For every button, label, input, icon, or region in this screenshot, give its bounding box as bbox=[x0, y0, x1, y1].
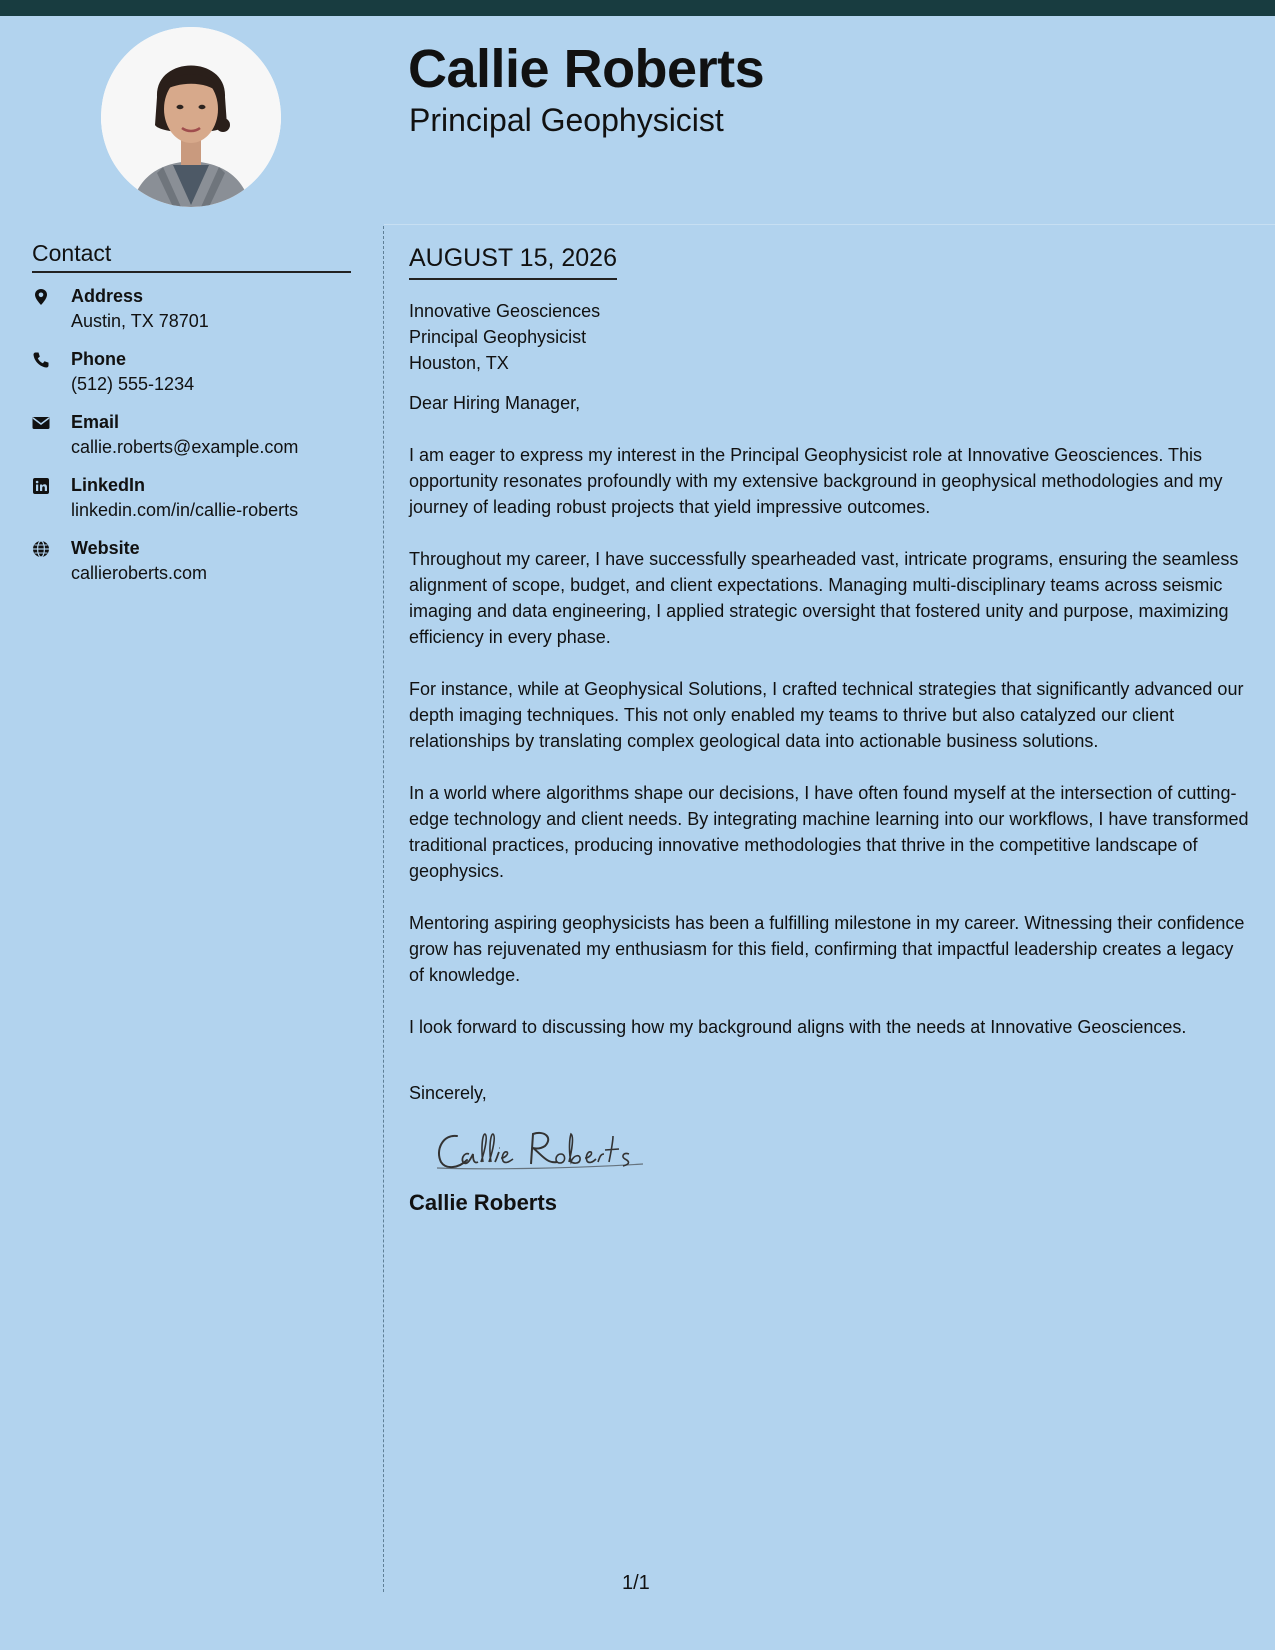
candidate-name: Callie Roberts bbox=[408, 39, 765, 99]
linkedin-icon bbox=[32, 477, 50, 495]
contact-address bbox=[32, 283, 351, 346]
envelope-icon bbox=[32, 414, 50, 432]
paragraph-5: Mentoring aspiring geophysicists has been a fulfilling milestone in my career. Witnessing their confidence grow has rejuvenated my enthusiasm for this field, confirming that impactful leadership creates a legacy of knowledge. bbox=[409, 913, 1245, 985]
closing: Sincerely, bbox=[409, 1083, 487, 1103]
header-divider bbox=[384, 224, 1275, 225]
contact-address-label: Address bbox=[71, 286, 144, 306]
contact-email bbox=[32, 409, 351, 472]
paragraph-6: I look forward to discussing how my background aligns with the needs at Innovative Geosciences. bbox=[409, 1017, 1187, 1037]
letter-date: AUGUST 15, 2026 bbox=[409, 242, 617, 280]
paragraph-2: Throughout my career, I have successfully spearheaded vast, intricate programs, ensuring the seamless alignment of scope, budget, and client expectations. Managing multi-disciplinary teams across seismic imaging and data engineering, I applied strategic oversight that fostered unity and purpose, maximizing efficiency in every phase. bbox=[409, 549, 1239, 647]
contact-sidebar bbox=[32, 240, 351, 598]
contact-phone bbox=[32, 346, 351, 409]
contact-website bbox=[32, 535, 351, 598]
profile-photo bbox=[101, 27, 281, 207]
paragraph-4: In a world where algorithms shape our decisions, I have often found myself at the intersection of cutting-edge technology and client needs. By integrating machine learning into our workflows, I have transformed traditional practices, producing innovative methodologies that thrive in the competitive landscape of geophysics. bbox=[409, 783, 1249, 881]
globe-icon bbox=[32, 540, 50, 558]
contact-linkedin-label: LinkedIn bbox=[71, 475, 146, 495]
contact-linkedin bbox=[32, 472, 351, 535]
contact-heading: Contact bbox=[32, 240, 351, 273]
recipient-location: Houston, TX bbox=[409, 353, 509, 373]
letter-body bbox=[409, 242, 1249, 1216]
contact-phone-label: Phone bbox=[71, 349, 127, 369]
handwritten-signature bbox=[433, 1124, 653, 1176]
phone-icon bbox=[32, 351, 50, 369]
contact-website-label: Website bbox=[71, 538, 140, 558]
recipient-role: Principal Geophysicist bbox=[409, 327, 587, 347]
contact-email-value[interactable]: callie.roberts@example.com bbox=[71, 437, 299, 457]
column-divider bbox=[383, 226, 384, 1592]
recipient-company: Innovative Geosciences bbox=[409, 301, 601, 321]
candidate-title: Principal Geophysicist bbox=[409, 102, 724, 138]
recipient-block bbox=[409, 298, 1249, 376]
page-number: 1/1 bbox=[622, 1572, 650, 1594]
paragraph-3: For instance, while at Geophysical Solutions, I crafted technical strategies that significantly advanced our depth imaging techniques. This not only enabled my teams to thrive but also catalyzed our client relationships by translating complex geological data into actionable business solutions. bbox=[409, 679, 1244, 751]
map-pin-icon bbox=[32, 288, 50, 306]
top-bar bbox=[0, 0, 1275, 16]
contact-linkedin-value[interactable]: linkedin.com/in/callie-roberts bbox=[71, 500, 299, 520]
signed-name: Callie Roberts bbox=[409, 1190, 557, 1215]
contact-address-value: Austin, TX 78701 bbox=[71, 311, 209, 331]
contact-website-value[interactable]: callieroberts.com bbox=[71, 563, 208, 583]
paragraph-1: I am eager to express my interest in the Principal Geophysicist role at Innovative Geosciences. This opportunity resonates profoundly with my extensive background in geophysical methodologies and my journey of leading robust projects that yield impressive outcomes. bbox=[409, 445, 1223, 517]
contact-email-label: Email bbox=[71, 412, 120, 432]
contact-phone-value: (512) 555-1234 bbox=[71, 374, 195, 394]
greeting: Dear Hiring Manager, bbox=[409, 393, 581, 413]
